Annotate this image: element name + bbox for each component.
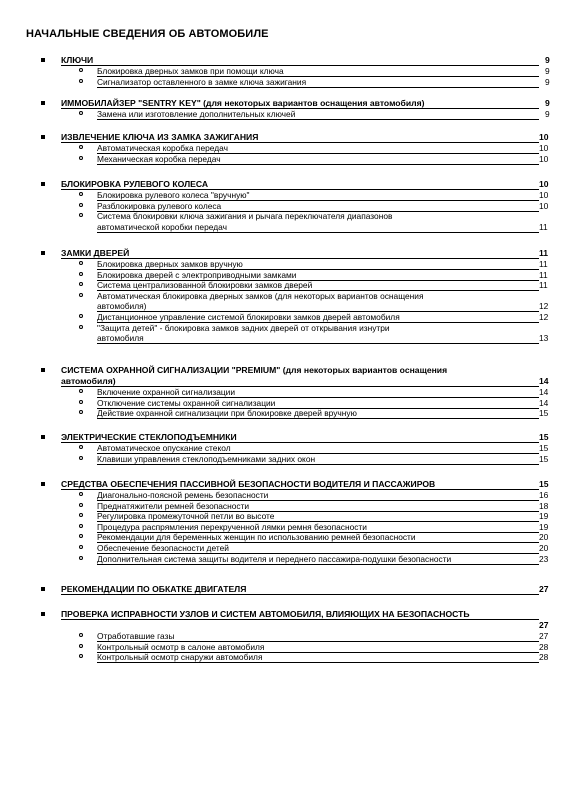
toc-item-title: Блокировка дверных замков при помощи ключа [97,67,539,77]
toc-section-title: ЗАМКИ ДВЕРЕЙ [61,249,539,259]
bullet-icon [41,135,45,139]
toc-section-page: 9 [545,98,550,108]
toc-item-page: 10 [539,143,549,153]
page-title: НАЧАЛЬНЫЕ СВЕДЕНИЯ ОБ АВТОМОБИЛЕ [26,28,269,40]
bullet-circle-icon [79,633,83,637]
bullet-circle-icon [79,513,83,517]
bullet-circle-icon [79,456,83,460]
toc-item-page: 14 [539,387,549,397]
toc-item-title: Процедура распрямления перекрученной лямки ремня безопасности [97,523,539,533]
toc-item-title: Система блокировки ключа зажигания и рычага переключателя диапазонов [97,211,393,222]
toc-item-title: Включение охранной сигнализации [97,388,539,398]
toc-section-title: ИЗВЛЕЧЕНИЕ КЛЮЧА ИЗ ЗАМКА ЗАЖИГАНИЯ [61,133,539,143]
toc-item-title: Разблокировка рулевого колеса [97,202,539,212]
toc-item-page: 12 [539,312,549,322]
bullet-icon [41,251,45,255]
toc-section-title: СРЕДСТВА ОБЕСПЕЧЕНИЯ ПАССИВНОЙ БЕЗОПАСНОСТИ ВОДИТЕЛЯ И ПАССАЖИРОВ [61,480,539,490]
toc-item-page: 9 [545,109,550,119]
bullet-circle-icon [79,524,83,528]
bullet-circle-icon [79,400,83,404]
bullet-circle-icon [79,68,83,72]
toc-section-title: автомобиля) [61,377,539,387]
toc-item-title: "Защита детей" - блокировка замков задних дверей от открывания изнутри [97,322,390,333]
toc-section-title: ИММОБИЛАЙЗЕР "SENTRY KEY" (для некоторых вариантов оснащения автомобиля) [61,99,539,109]
toc-item-page: 20 [539,543,549,553]
bullet-circle-icon [79,282,83,286]
toc-item-title: Замена или изготовление дополнительных ключей [97,110,539,120]
toc-item-page: 14 [539,397,549,408]
bullet-circle-icon [79,492,83,496]
toc-item-page: 15 [539,408,549,419]
toc-item-title: автоматической коробки передач [97,223,539,233]
toc-item-title: Автоматическое опускание стекол [97,444,539,454]
toc-item-page: 9 [545,66,550,76]
bullet-circle-icon [79,314,83,318]
toc-item-page: 16 [539,490,549,500]
toc-item-page: 19 [539,521,549,532]
bullet-circle-icon [79,325,83,329]
toc-item-title: Контрольный осмотр снаружи автомобиля [97,653,539,663]
bullet-icon [41,368,45,372]
toc-section-page: 14 [539,376,549,386]
bullet-circle-icon [79,545,83,549]
toc-item-title: автомобиля) [97,302,539,312]
toc-item-title: Преднатяжители ремней безопасности [97,502,539,512]
toc-item-title: Механическая коробка передач [97,155,539,165]
bullet-circle-icon [79,79,83,83]
toc-section-page: 27 [539,620,549,630]
toc-item-title: Отработавшие газы [97,632,539,642]
toc-section-entry[interactable] [0,585,571,598]
toc-item-title: Автоматическая коробка передач [97,144,539,154]
bullet-circle-icon [79,156,83,160]
toc-section-title: РЕКОМЕНДАЦИИ ПО ОБКАТКЕ ДВИГАТЕЛЯ [61,585,539,595]
bullet-circle-icon [79,556,83,560]
toc-item-title: Блокировка дверей с электроприводными замками [97,271,539,281]
bullet-icon [41,482,45,486]
toc-section-page: 9 [545,55,550,65]
bullet-circle-icon [79,644,83,648]
toc-item-title: Контрольный осмотр в салоне автомобиля [97,643,539,653]
bullet-icon [41,182,45,186]
toc-section-page: 15 [539,432,549,442]
toc-section-page: 10 [539,132,549,142]
toc-item-title: автомобиля [97,334,539,344]
toc-section-page: 27 [539,584,549,594]
toc-item-title: Действие охранной сигнализации при блокировке дверей вручную [97,409,539,419]
bullet-circle-icon [79,192,83,196]
toc-section-page: 15 [539,479,549,489]
bullet-circle-icon [79,389,83,393]
bullet-circle-icon [79,261,83,265]
toc-item-page: 27 [539,631,549,641]
toc-item-page: 28 [539,652,549,663]
toc-item-page: 20 [539,532,549,543]
toc-item-page: 10 [539,190,549,200]
toc-item-title: Дистанционное управление системой блокировки замков дверей автомобиля [97,313,539,323]
toc-item-page: 11 [539,259,548,269]
toc-item-page: 10 [539,153,549,164]
bullet-circle-icon [79,203,83,207]
bullet-icon [41,58,45,62]
toc-section-title: КЛЮЧИ [61,56,539,66]
toc-item-page: 13 [539,333,549,344]
toc-item-title: Клавиши управления стеклоподъемниками задних окон [97,455,539,465]
toc-item-page: 11 [539,280,548,291]
toc-item-page: 12 [539,301,549,312]
toc-section-title: ЭЛЕКТРИЧЕСКИЕ СТЕКЛОПОДЪЕМНИКИ [61,433,539,443]
toc-section-title: БЛОКИРОВКА РУЛЕВОГО КОЛЕСА [61,180,539,190]
bullet-circle-icon [79,445,83,449]
bullet-circle-icon [79,410,83,414]
toc-section-entry[interactable] [0,609,571,630]
bullet-circle-icon [79,654,83,658]
bullet-circle-icon [79,293,83,297]
toc-section-page: 11 [539,248,549,258]
toc-item-page: 18 [539,500,549,511]
bullet-icon [41,435,45,439]
bullet-circle-icon [79,534,83,538]
toc-item-page: 11 [539,221,548,232]
bullet-circle-icon [79,111,83,115]
toc-item-title: Рекомендации для беременных женщин по использованию ремней безопасности [97,533,539,543]
toc-item-page: 15 [539,443,549,453]
toc-item-page: 19 [539,511,549,522]
toc-item-title: Отключение системы охранной сигнализации [97,399,539,409]
toc-section-title: СИСТЕМА ОХРАННОЙ СИГНАЛИЗАЦИИ "PREMIUM" (для некоторых вариантов оснащения [61,365,448,375]
toc-item-title: Сигнализатор оставленного в замке ключа зажигания [97,78,539,88]
bullet-icon [41,612,45,616]
bullet-circle-icon [79,272,83,276]
toc-item-page: 23 [539,553,549,564]
bullet-icon [41,587,45,591]
toc-section-page: 10 [539,179,549,189]
toc-section-entry[interactable] [0,366,571,390]
toc-item-page: 15 [539,453,549,464]
bullet-circle-icon [79,145,83,149]
toc-item-title: Дополнительная система защиты водителя и переднего пассажира-подушки безопасности [97,555,539,565]
toc-item-title: Обеспечение безопасности детей [97,544,539,554]
toc-item-page: 28 [539,641,549,652]
toc-section-title: ПРОВЕРКА ИСПРАВНОСТИ УЗЛОВ И СИСТЕМ АВТОМОБИЛЯ, ВЛИЯЮЩИХ НА БЕЗОПАСНОСТЬ [61,610,539,620]
toc-item-title: Блокировка дверных замков вручную [97,260,539,270]
toc-item-title: Автоматическая блокировка дверных замков (для некоторых вариантов оснащения [97,290,424,301]
toc-item-page: 9 [545,76,550,87]
bullet-icon [41,101,45,105]
bullet-circle-icon [79,213,83,217]
toc-item-page: 11 [539,269,548,280]
toc-item-page: 10 [539,200,549,211]
toc-item-title: Диагонально-поясной ремень безопасности [97,491,539,501]
toc-item-title: Регулировка промежуточной петли во высоте [97,512,539,522]
bullet-circle-icon [79,503,83,507]
toc-item-title: Блокировка рулевого колеса "вручную" [97,191,539,201]
toc-item-title: Система централизованной блокировки замков дверей [97,281,539,291]
